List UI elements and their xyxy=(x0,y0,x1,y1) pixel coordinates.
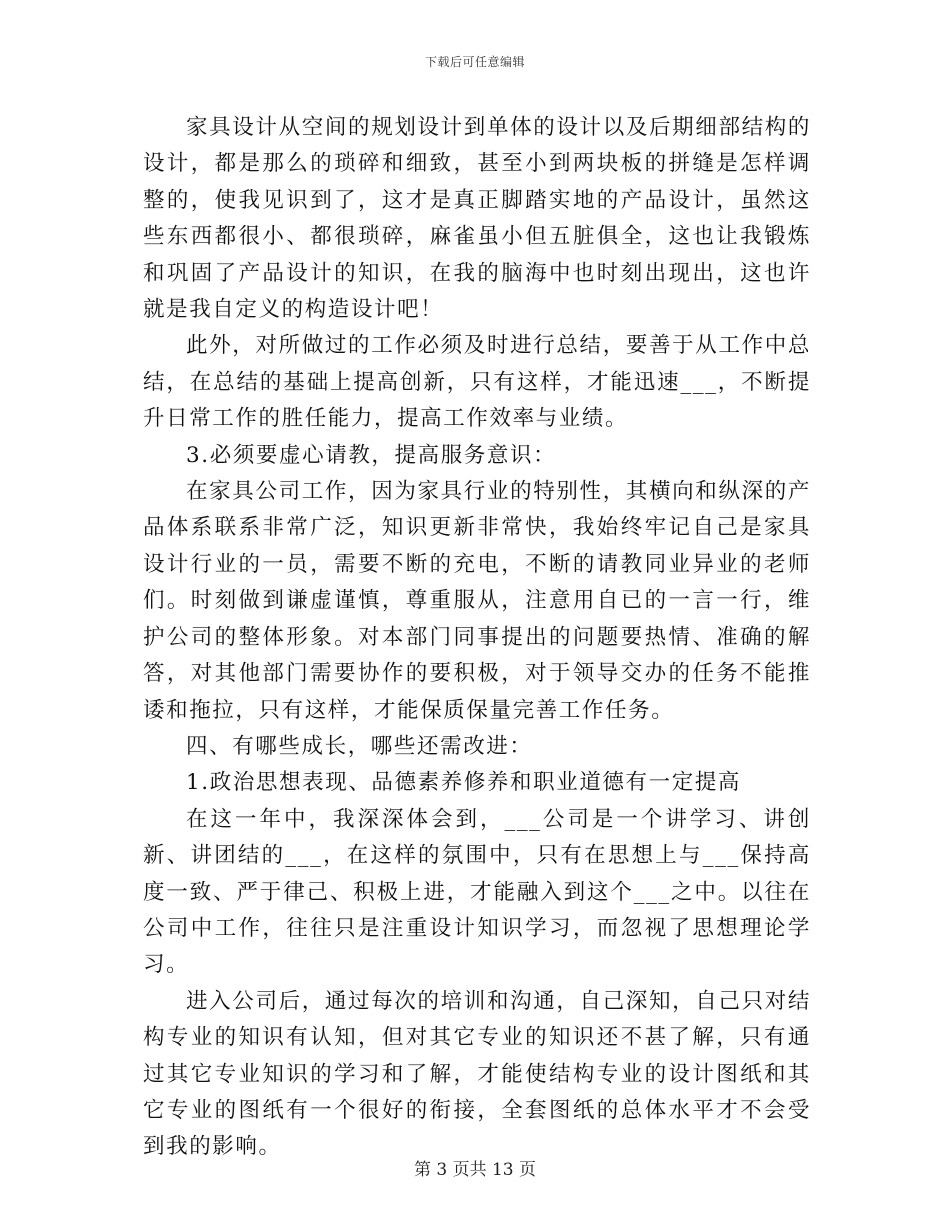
paragraph-work-summary: 此外，对所做过的工作必须及时进行总结，要善于从工作中总结，在总结的基础上提高创新，只有这样，才能迅速___，不断提升日常工作的胜任能力，提高工作效率与业绩。 xyxy=(143,333,811,432)
paragraph-furniture-design: 家具设计从空间的规划设计到单体的设计以及后期细部结构的设计，都是那么的琐碎和细致，甚至小到两块板的拼缝是怎样调整的，使我见识到了，这才是真正脚踏实地的产品设计，虽然这些东西都很小、都很琐碎，麻雀虽小但五脏俱全，这也让我锻炼和巩固了产品设计的知识，在我的脑海中也时刻出现出，这也许就是我自定义的构造设计吧！ xyxy=(143,115,811,323)
paragraph-company-work: 在家具公司工作，因为家具行业的特别性，其横向和纵深的产品体系联系非常广泛，知识更新非常快，我始终牢记自己是家具设计行业的一员，需要不断的充电，不断的请教同业异业的老师们。时刻做到谦虚谨慎，尊重服从，注意用自已的一言一行，维护公司的整体形象。对本部门同事提出的问题要热情、准确的解答，对其他部门需要协作的要积极，对于领导交办的任务不能推诿和拖拉，只有这样，才能保质保量完善工作任务。 xyxy=(143,479,811,723)
section-heading-humble-learning: 3.必须要虚心请教，提高服务意识： xyxy=(186,442,557,468)
subheading-political-thought: 1.政治思想表现、品德素养修养和职业道德有一定提高 xyxy=(186,770,742,796)
page-number: 第 3 页共 13 页 xyxy=(413,1160,537,1180)
section-heading-growth: 四、有哪些成长，哪些还需改进： xyxy=(186,733,533,759)
page-header: 下载后可任意编辑 xyxy=(424,55,525,69)
document-body xyxy=(143,110,811,1166)
paragraph-after-joining: 进入公司后，通过每次的培训和沟通，自己深知，自己只对结构专业的知识有认知，但对其它专业的知识还不甚了解，只有通过其它专业知识的学习和了解，才能使结构专业的设计图纸和其它专业的图纸有一个很好的衔接，全套图纸的总体水平才不会受到我的影响。 xyxy=(143,988,811,1160)
paragraph-this-year: 在这一年中，我深深体会到，___公司是一个讲学习、讲创新、讲团结的___，在这样的氛围中，只有在思想上与___保持高度一致、严于律己、积极上进，才能融入到这个___之中。以往在公司中工作，往往只是注重设计知识学习，而忽视了思想理论学习。 xyxy=(143,806,811,978)
